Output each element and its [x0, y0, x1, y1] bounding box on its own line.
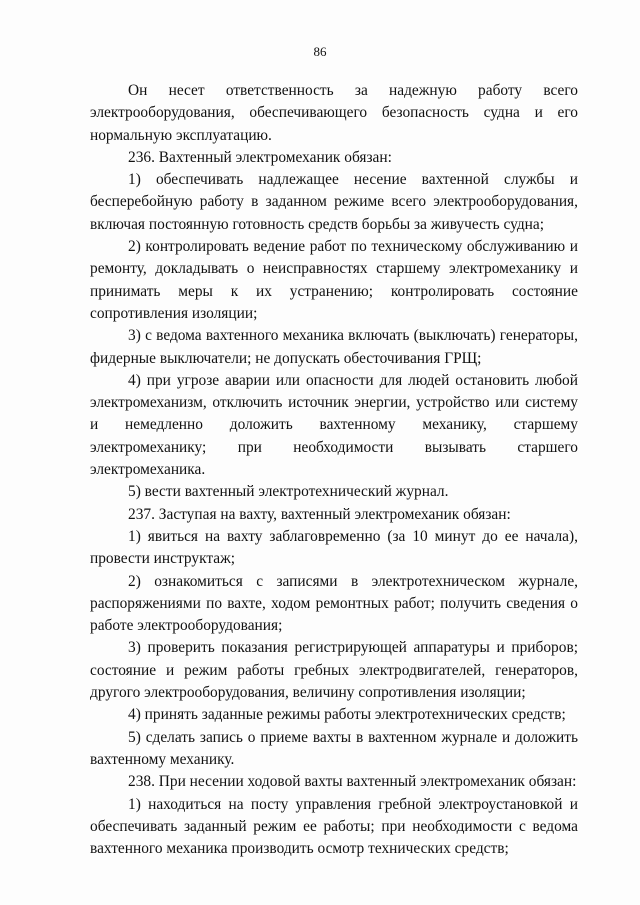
list-item: 2) ознакомиться с записями в электротехническом журнале, распоряжениями по вахте, ходом ремонтных работ; получить сведения о работе электрооборудования; — [90, 572, 578, 635]
list-item: 1) находиться на посту управления гребной электроустановкой и обеспечивать заданный режим ее работы; при необходимости с ведома вахтенного механика производить осмотр технических средств; — [90, 795, 578, 858]
list-item: 5) вести вахтенный электротехнический журнал. — [128, 483, 449, 501]
section-heading-236: 236. Вахтенный электромеханик обязан: — [128, 148, 392, 166]
page-number: 86 — [313, 44, 327, 59]
list-item: 1) обеспечивать надлежащее несение вахтенной службы и бесперебойную работу в заданном режиме всего электрооборудования, включая постоянную готовность средств борьбы за живучесть судна; — [90, 171, 578, 233]
list-item: 1) явиться на вахту заблаговременно (за 10 минут до ее начала), провести инструктаж; — [90, 527, 578, 568]
list-item: 2) контролировать ведение работ по техническому обслуживанию и ремонту, докладывать о неисправностях старшему электромеханику и принимать меры к их устранению; контролировать состояние сопротивления изоляции; — [90, 238, 578, 322]
list-item: 4) при угрозе аварии или опасности для людей остановить любой электромеханизм, отключить источник энергии, устройство или систему и немедленно доложить вахтенному механику, старшему электромеханику; при необходимости вызывать старшего электромеханика. — [90, 371, 578, 479]
document-body — [90, 80, 578, 860]
list-item: 3) проверить показания регистрирующей аппаратуры и приборов; состояние и режим работы гребных электродвигателей, генераторов, другого электрооборудования, величину сопротивления изоляции; — [90, 639, 578, 702]
paragraph: Он несет ответственность за надежную работу всего электрооборудования, обеспечивающего безопасность судна и его нормальную эксплуатацию. — [90, 82, 578, 144]
list-item: 4) принять заданные режимы работы электротехнических средств; — [128, 706, 566, 724]
section-heading-237: 237. Заступая на вахту, вахтенный электромеханик обязан: — [128, 505, 511, 523]
list-item: 3) с ведома вахтенного механика включать (выключать) генераторы, фидерные выключатели; не допускать обесточивания ГРЩ; — [90, 327, 578, 367]
list-item: 5) сделать запись о приеме вахты в вахтенном журнале и доложить вахтенному механику. — [90, 728, 578, 768]
section-heading-238: 238. При несении ходовой вахты вахтенный электромеханик обязан: — [128, 773, 577, 791]
